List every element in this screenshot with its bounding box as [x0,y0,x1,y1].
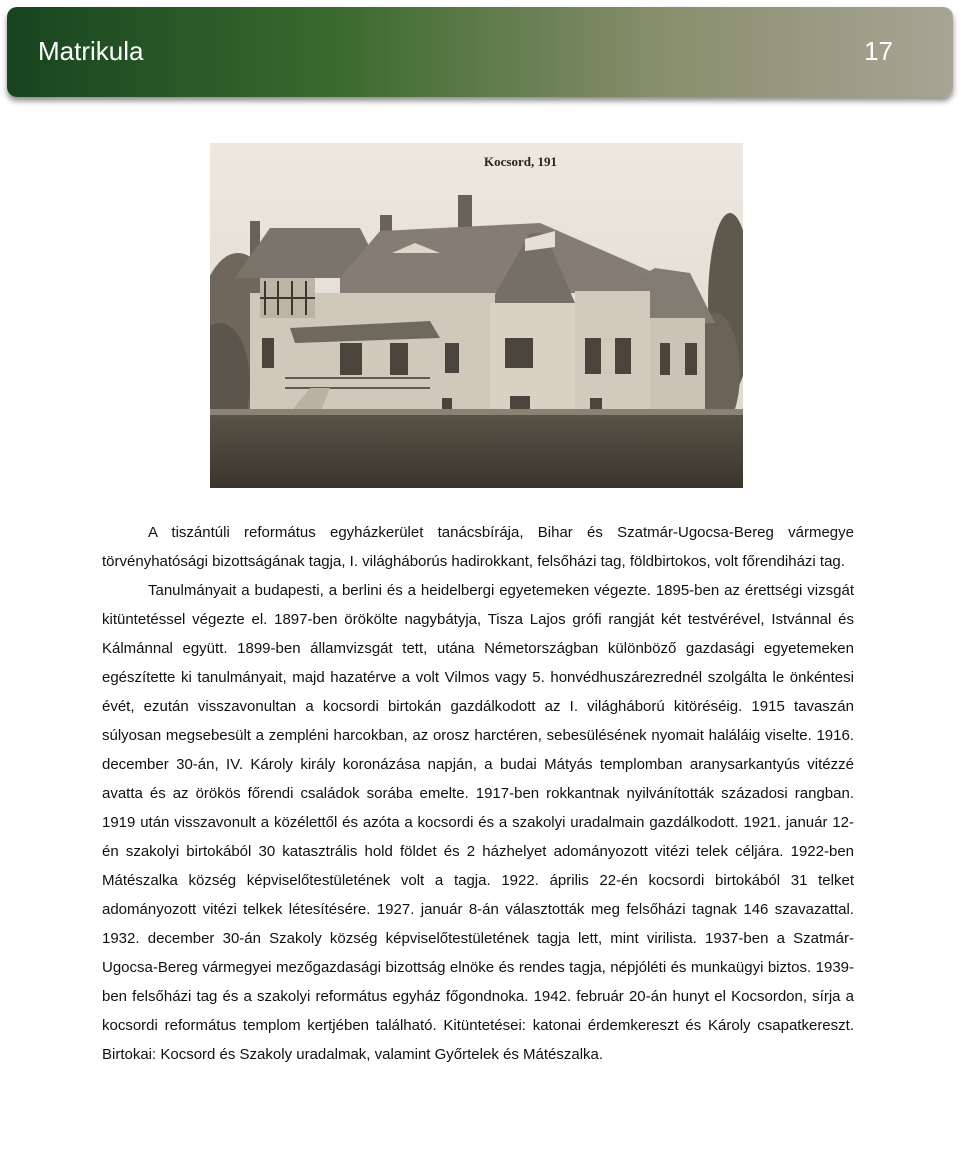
header-title: Matrikula [38,36,144,66]
page-number: 17 [864,36,893,66]
mansion-photo [210,143,743,488]
page-header-bar [7,7,953,97]
biography-text [102,518,854,1069]
photo-caption: Kocsord, 191 [484,154,557,169]
paragraph-intro: A tiszántúli református egyházkerület tanácsbírája, Bihar és Szatmár-Ugocsa-Bereg vármegye törvényhatósági bizottságának tagja, I. világháborús hadirokkant, felsőházi tag, földbirtokos, volt főrendiházi tag. [102,524,854,570]
paragraph-career: Tanulmányait a budapesti, a berlini és a heidelbergi egyetemeken végezte. 1895-ben az érettségi vizsgát kitüntetéssel végezte el. 1897-ben örökölte nagybátyja, Tisza Lajos grófi rangját két testvérével, Istvánnal és Kálmánnal együtt. 1899-ben államvizsgát tett, utána Németországban különböző gazdasági egyetemeken egészítette ki tanulmányait, majd hazatérve a volt Vilmos vagy 5. honvédhuszárezrednél szolgálta le önkéntesi évét, ezután visszavonultan a kocsordi birtokán gazdálkodott az I. világháború kitöréséig. 1915 tavaszán súlyosan megsebesült a zempléni harcokban, az orosz harctéren, sebesülésének nyomait haláláig viselte. 1916. december 30-án, IV. Károly király koronázása napján, a budai Mátyás templomban aranysarkantyús vitézzé avatta és az örökös főrendi családok sorába emelte. 1917-ben rokkantnak nyilvánították századosi rangban. 1919 után visszavonult a közélettől és azóta a kocsordi és a szakolyi uradalmain gazdálkodott. 1921. január 12-én szakolyi birtokából 30 katasztrális hold földet és 2 házhelyet adományozott vitézi telek céljára. 1922-ben Mátészalka község képviselőtestületének volt a tagja. 1922. április 22-én kocsordi birtokából 31 telket adományozott vitézi telkek létesítésére. 1927. január 8-án választották meg felsőházi tagnak 146 szavazattal. 1932. december 30-án Szakoly község képviselőtestületének tagja lett, mint virilista. 1937-ben a Szatmár-Ugocsa-Bereg vármegyei mezőgazdasági bizottság elnöke és rendes tagja, népjóléti és munkaügyi biztos. 1939-ben felsőházi tag és a szakolyi református egyház főgondnoka. 1942. február 20-án hunyt el Kocsordon, sírja a kocsordi református templom kertjében található. Kitüntetései: katonai érdemkereszt és Károly csapatkereszt. Birtokai: Kocsord és Szakoly uradalmak, valamint Győrtelek és Mátészalka. [102,582,854,1063]
